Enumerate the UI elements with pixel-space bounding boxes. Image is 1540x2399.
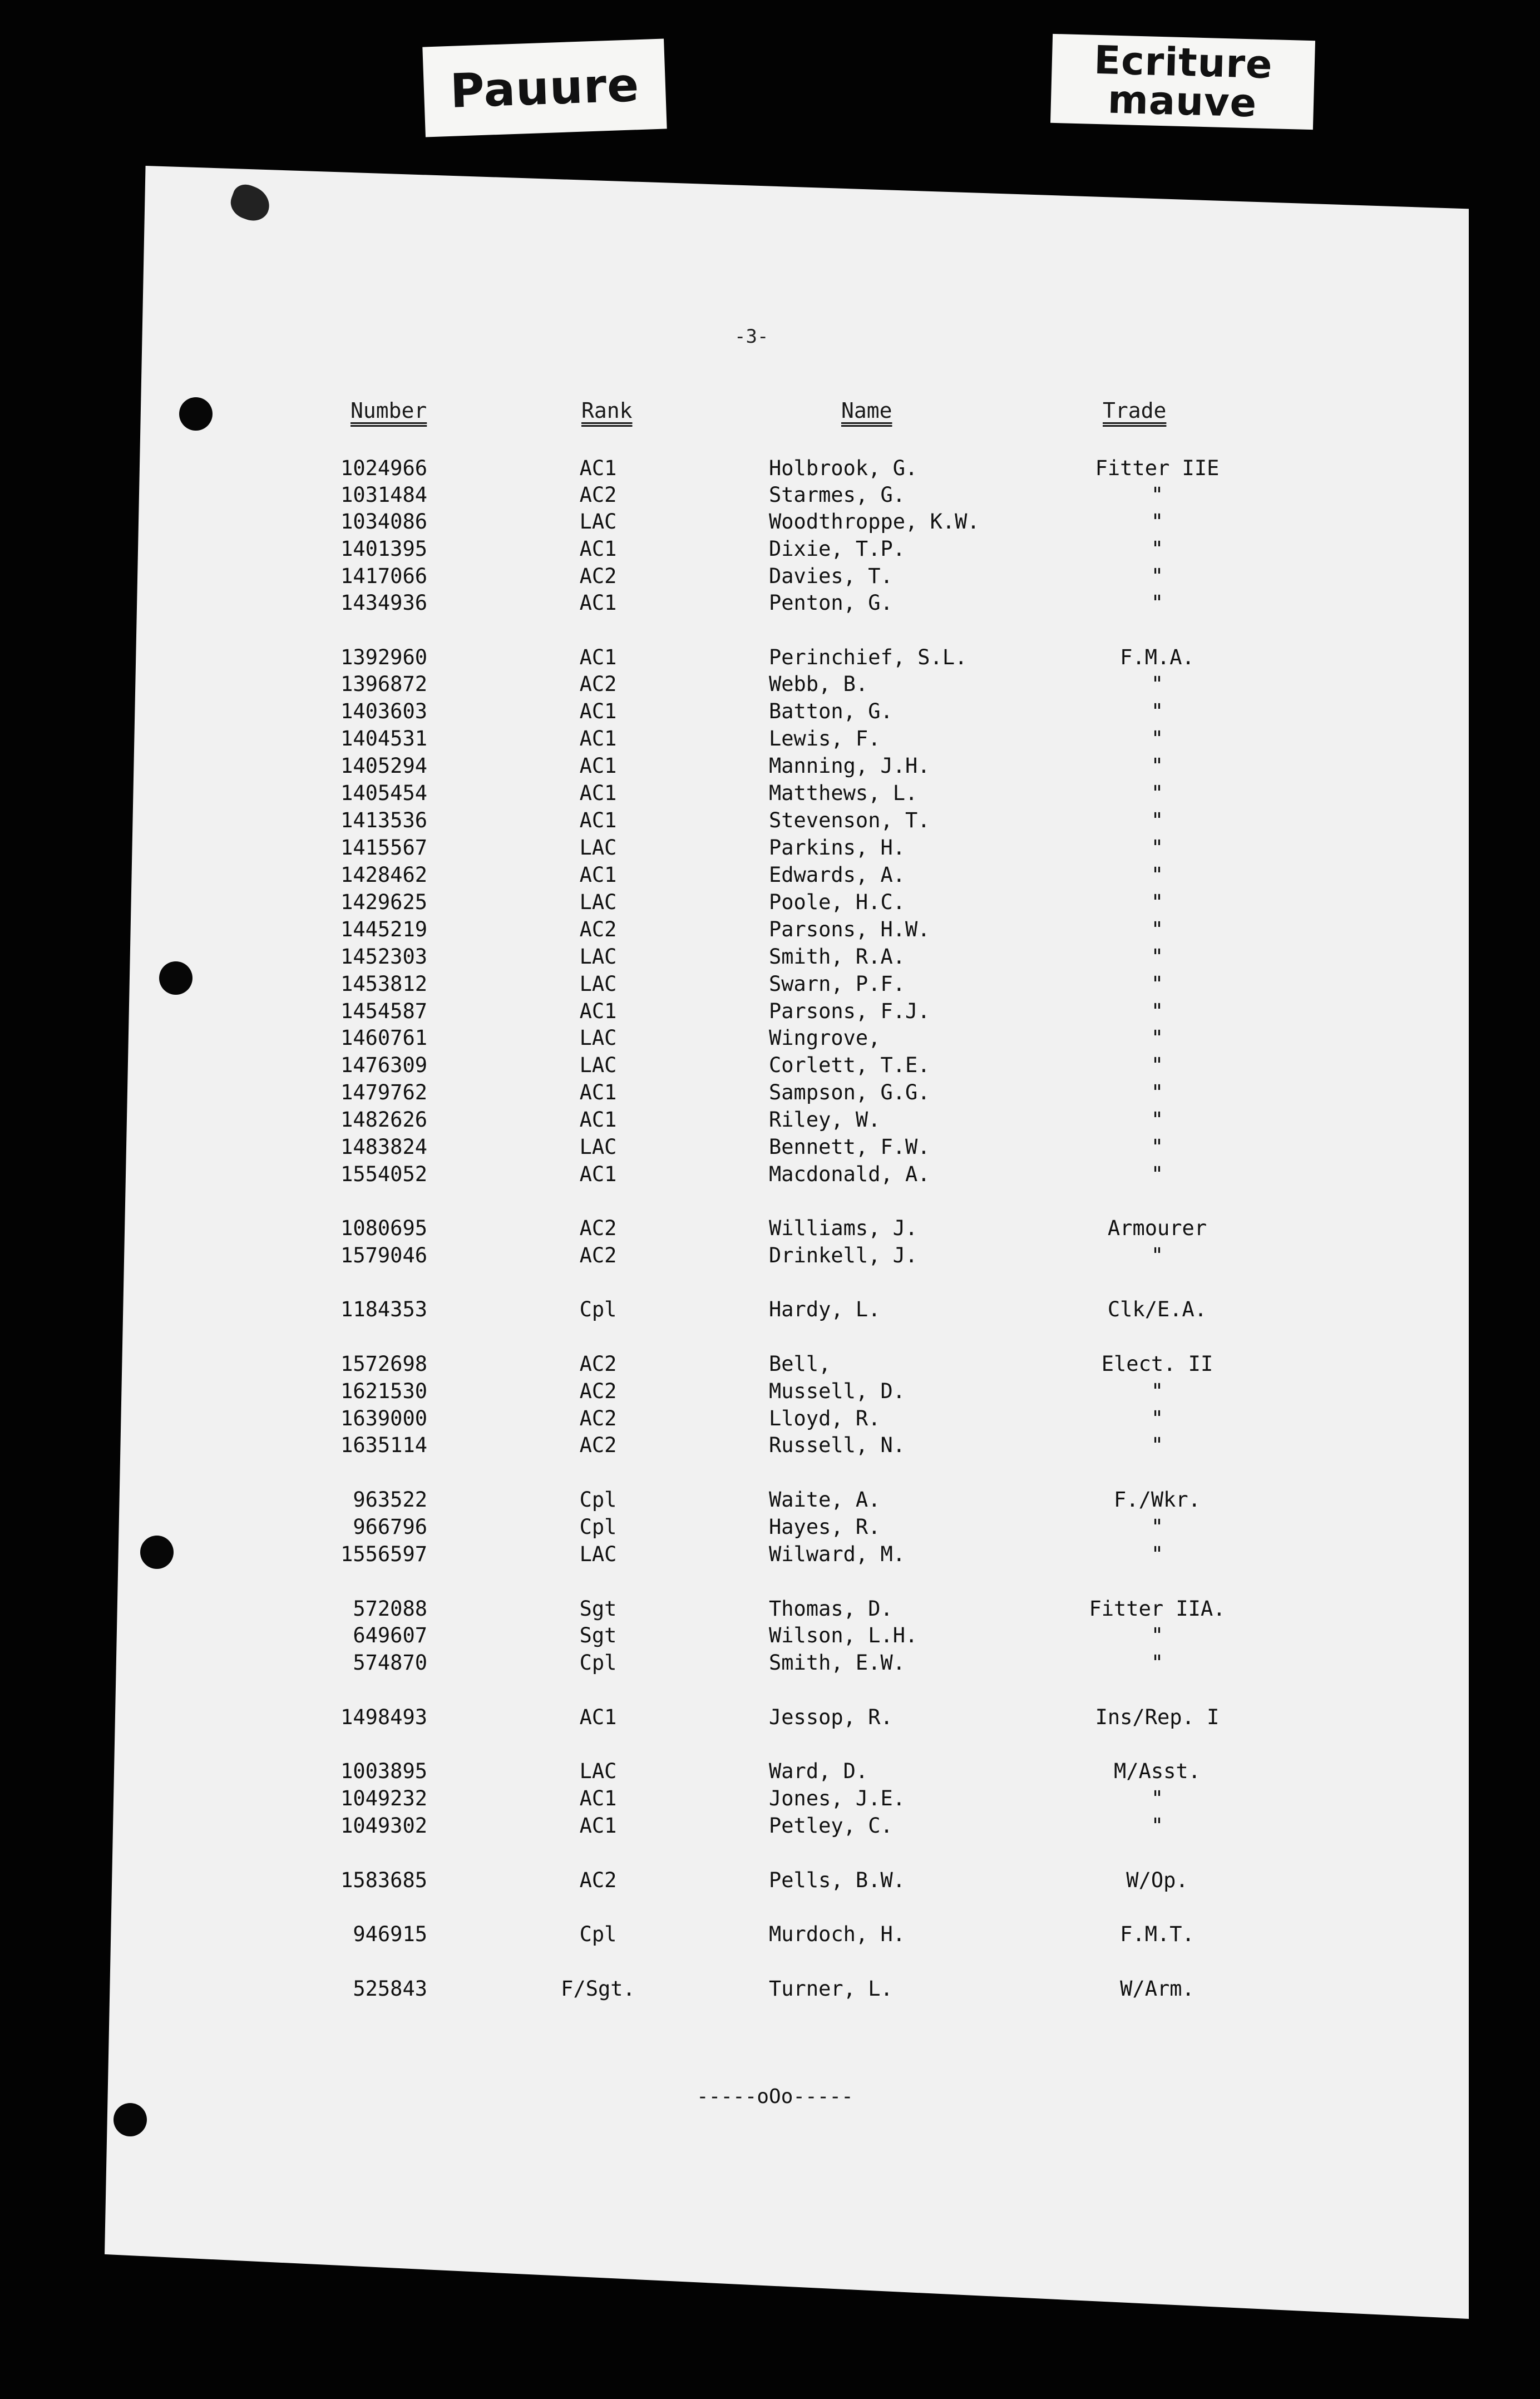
table-row: [0, 1162, 1540, 1189]
rank: LAC: [579, 1053, 617, 1077]
table-row: [0, 1597, 1540, 1623]
rank: AC1: [579, 1080, 617, 1104]
rank: LAC: [579, 1542, 617, 1566]
name: Bennett, F.W.: [769, 1135, 930, 1159]
service-number: 1415567: [340, 836, 427, 860]
service-number: 966796: [353, 1515, 427, 1539]
label-right-line2: mauve: [1107, 76, 1258, 126]
punch-hole-4: [113, 2103, 147, 2136]
table-row: [0, 972, 1540, 999]
service-number: 1460761: [340, 1026, 427, 1050]
trade: ": [1151, 727, 1164, 751]
table-row: [0, 1977, 1540, 2003]
service-number: 1034086: [340, 510, 427, 534]
trade: ": [1151, 1814, 1164, 1838]
name: Hayes, R.: [769, 1515, 881, 1539]
rank: AC1: [579, 1705, 617, 1729]
table-row: [0, 1297, 1540, 1324]
service-number: 1024966: [340, 456, 427, 480]
rank: LAC: [579, 510, 617, 534]
trade: ": [1151, 672, 1164, 696]
rank: AC2: [579, 483, 617, 507]
rank: AC1: [579, 699, 617, 723]
service-number: 1452303: [340, 945, 427, 969]
service-number: 574870: [353, 1651, 427, 1675]
rank: F/Sgt.: [561, 1977, 635, 2001]
header-number: Number: [351, 398, 427, 423]
service-number: 572088: [353, 1597, 427, 1621]
table-row: [0, 645, 1540, 672]
name: Stevenson, T.: [769, 808, 930, 832]
name: Batton, G.: [769, 699, 893, 723]
service-number: 1483824: [340, 1135, 427, 1159]
rank: AC2: [579, 1406, 617, 1430]
table-row: [0, 1379, 1540, 1406]
name: Poole, H.C.: [769, 890, 906, 914]
rank: Cpl: [579, 1297, 617, 1321]
service-number: 1429625: [340, 890, 427, 914]
rank: AC1: [579, 781, 617, 805]
table-row: [0, 1922, 1540, 1949]
name: Wilward, M.: [769, 1542, 906, 1566]
rank: LAC: [579, 890, 617, 914]
service-number: 649607: [353, 1623, 427, 1647]
rank: Sgt: [579, 1623, 617, 1647]
name: Starmes, G.: [769, 483, 906, 507]
trade: Armourer: [1107, 1216, 1207, 1240]
rank: Sgt: [579, 1597, 617, 1621]
name: Turner, L.: [769, 1977, 893, 2001]
table-row: [0, 1135, 1540, 1162]
name: Swarn, P.F.: [769, 972, 906, 996]
service-number: 1482626: [340, 1108, 427, 1132]
table-row: [0, 1352, 1540, 1379]
trade: ": [1151, 890, 1164, 914]
service-number: 1405454: [340, 781, 427, 805]
service-number: 1556597: [340, 1542, 427, 1566]
table-row: [0, 483, 1540, 510]
service-number: 1080695: [340, 1216, 427, 1240]
table-row: [0, 1243, 1540, 1270]
service-number: 1453812: [340, 972, 427, 996]
trade: ": [1151, 1053, 1164, 1077]
trade: W/Arm.: [1120, 1977, 1195, 2001]
table-row: [0, 1651, 1540, 1677]
table-row: [0, 591, 1540, 618]
service-number: 1621530: [340, 1379, 427, 1403]
name: Davies, T.: [769, 564, 893, 588]
trade: ": [1151, 591, 1164, 615]
trade: ": [1151, 972, 1164, 996]
header-name: Name: [841, 398, 892, 423]
name: Parsons, H.W.: [769, 917, 930, 941]
table-row: [0, 1216, 1540, 1243]
punch-hole-1: [179, 397, 213, 431]
table-row: [0, 1542, 1540, 1569]
trade: F.M.T.: [1120, 1922, 1195, 1946]
service-number: 1428462: [340, 863, 427, 887]
name: Wingrove,: [769, 1026, 881, 1050]
rank: AC2: [579, 1216, 617, 1240]
name: Jessop, R.: [769, 1705, 893, 1729]
table-row: [0, 456, 1540, 483]
trade: ": [1151, 1623, 1164, 1647]
name: Smith, R.A.: [769, 945, 906, 969]
table-row: [0, 1053, 1540, 1080]
rank: AC2: [579, 1433, 617, 1457]
trade: ": [1151, 1786, 1164, 1810]
table-row: [0, 945, 1540, 971]
rank: LAC: [579, 1026, 617, 1050]
table-row: [0, 1488, 1540, 1514]
rank: AC1: [579, 727, 617, 751]
name: Waite, A.: [769, 1488, 881, 1512]
table-row: [0, 781, 1540, 808]
name: Penton, G.: [769, 591, 893, 615]
rank: LAC: [579, 836, 617, 860]
service-number: 1417066: [340, 564, 427, 588]
rank: AC2: [579, 1352, 617, 1376]
label-left-text: Pauure: [449, 57, 640, 119]
trade: ": [1151, 1108, 1164, 1132]
service-number: 1405294: [340, 754, 427, 778]
name: Woodthroppe, K.W.: [769, 510, 980, 534]
name: Lloyd, R.: [769, 1406, 881, 1430]
name: Dixie, T.P.: [769, 537, 906, 561]
trade: ": [1151, 1433, 1164, 1457]
trade: ": [1151, 1243, 1164, 1267]
trade: ": [1151, 699, 1164, 723]
trade: ": [1151, 781, 1164, 805]
service-number: 1049302: [340, 1814, 427, 1838]
service-number: 1392960: [340, 645, 427, 669]
rank: AC1: [579, 537, 617, 561]
trade: ": [1151, 808, 1164, 832]
name: Ward, D.: [769, 1759, 868, 1783]
trade: W/Op.: [1126, 1868, 1188, 1892]
trade: ": [1151, 510, 1164, 534]
table-row: [0, 808, 1540, 835]
service-number: 1583685: [340, 1868, 427, 1892]
service-number: 1454587: [340, 999, 427, 1023]
trade: ": [1151, 1379, 1164, 1403]
label-right-line1: Ecriture: [1093, 37, 1274, 88]
trade: ": [1151, 1542, 1164, 1566]
table-row: [0, 836, 1540, 862]
service-number: 1554052: [340, 1162, 427, 1186]
service-number: 1184353: [340, 1297, 427, 1321]
rank: Cpl: [579, 1922, 617, 1946]
footer-divider: -----oOo-----: [697, 2085, 853, 2108]
trade: Elect. II: [1101, 1352, 1213, 1376]
label-right: [1050, 34, 1315, 130]
rank: AC2: [579, 1243, 617, 1267]
trade: ": [1151, 1651, 1164, 1675]
table-row: [0, 1080, 1540, 1107]
name: Macdonald, A.: [769, 1162, 930, 1186]
table-row: [0, 1759, 1540, 1786]
rank: AC1: [579, 645, 617, 669]
table-row: [0, 564, 1540, 591]
rank: AC2: [579, 1379, 617, 1403]
service-number: 1498493: [340, 1705, 427, 1729]
name: Manning, J.H.: [769, 754, 930, 778]
rank: AC1: [579, 754, 617, 778]
rank: AC2: [579, 1868, 617, 1892]
name: Hardy, L.: [769, 1297, 881, 1321]
trade: F./Wkr.: [1114, 1488, 1201, 1512]
table-row: [0, 1623, 1540, 1650]
table-row: [0, 727, 1540, 753]
name: Thomas, D.: [769, 1597, 893, 1621]
service-number: 1049232: [340, 1786, 427, 1810]
service-number: 1413536: [340, 808, 427, 832]
name: Sampson, G.G.: [769, 1080, 930, 1104]
trade: ": [1151, 1406, 1164, 1430]
table-row: [0, 999, 1540, 1026]
trade: ": [1151, 1515, 1164, 1539]
table-row: [0, 1814, 1540, 1840]
header-rank: Rank: [581, 398, 633, 423]
name: Parkins, H.: [769, 836, 906, 860]
rank: AC1: [579, 863, 617, 887]
rank: Cpl: [579, 1651, 617, 1675]
rank: Cpl: [579, 1488, 617, 1512]
service-number: 946915: [353, 1922, 427, 1946]
table-row: [0, 1786, 1540, 1813]
table-row: [0, 699, 1540, 726]
table-row: [0, 1433, 1540, 1460]
rank: LAC: [579, 1759, 617, 1783]
name: Parsons, F.J.: [769, 999, 930, 1023]
rank: AC2: [579, 917, 617, 941]
rank: LAC: [579, 972, 617, 996]
service-number: 1572698: [340, 1352, 427, 1376]
table-row: [0, 1406, 1540, 1433]
rank: AC1: [579, 1786, 617, 1810]
trade: Fitter IIA.: [1089, 1597, 1226, 1621]
name: Wilson, L.H.: [769, 1623, 918, 1647]
rank: AC1: [579, 1814, 617, 1838]
name: Pells, B.W.: [769, 1868, 906, 1892]
name: Smith, E.W.: [769, 1651, 906, 1675]
trade: M/Asst.: [1114, 1759, 1201, 1783]
rank: LAC: [579, 945, 617, 969]
trade: ": [1151, 836, 1164, 860]
trade: ": [1151, 564, 1164, 588]
service-number: 1031484: [340, 483, 427, 507]
table-row: [0, 1868, 1540, 1895]
table-row: [0, 863, 1540, 890]
trade: ": [1151, 483, 1164, 507]
service-number: 1403603: [340, 699, 427, 723]
rank: LAC: [579, 1135, 617, 1159]
page-number: -3-: [734, 325, 769, 348]
trade: ": [1151, 1026, 1164, 1050]
table-row: [0, 890, 1540, 917]
trade: ": [1151, 863, 1164, 887]
name: Mussell, D.: [769, 1379, 906, 1403]
name: Lewis, F.: [769, 727, 881, 751]
trade: ": [1151, 754, 1164, 778]
rank: AC1: [579, 456, 617, 480]
table-row: [0, 1108, 1540, 1134]
rank: AC1: [579, 1108, 617, 1132]
service-number: 1396872: [340, 672, 427, 696]
trade: ": [1151, 1080, 1164, 1104]
service-number: 1003895: [340, 1759, 427, 1783]
name: Drinkell, J.: [769, 1243, 918, 1267]
name: Riley, W.: [769, 1108, 881, 1132]
service-number: 525843: [353, 1977, 427, 2001]
rank: AC1: [579, 999, 617, 1023]
name: Corlett, T.E.: [769, 1053, 930, 1077]
table-row: [0, 754, 1540, 781]
service-number: 1639000: [340, 1406, 427, 1430]
trade: Ins/Rep. I: [1095, 1705, 1220, 1729]
service-number: 1476309: [340, 1053, 427, 1077]
service-number: 1434936: [340, 591, 427, 615]
name: Holbrook, G.: [769, 456, 918, 480]
rank: AC1: [579, 1162, 617, 1186]
name: Edwards, A.: [769, 863, 906, 887]
service-number: 1401395: [340, 537, 427, 561]
name: Russell, N.: [769, 1433, 906, 1457]
service-number: 1635114: [340, 1433, 427, 1457]
trade: ": [1151, 945, 1164, 969]
name: Williams, J.: [769, 1216, 918, 1240]
name: Perinchief, S.L.: [769, 645, 968, 669]
rank: AC2: [579, 564, 617, 588]
rank: AC2: [579, 672, 617, 696]
trade: ": [1151, 537, 1164, 561]
service-number: 1579046: [340, 1243, 427, 1267]
table-row: [0, 672, 1540, 699]
name: Petley, C.: [769, 1814, 893, 1838]
trade: ": [1151, 917, 1164, 941]
table-row: [0, 1515, 1540, 1542]
service-number: 963522: [353, 1488, 427, 1512]
service-number: 1479762: [340, 1080, 427, 1104]
table-row: [0, 537, 1540, 564]
header-trade: Trade: [1103, 398, 1167, 423]
name: Matthews, L.: [769, 781, 918, 805]
name: Murdoch, H.: [769, 1922, 906, 1946]
name: Bell,: [769, 1352, 831, 1376]
trade: Clk/E.A.: [1107, 1297, 1207, 1321]
rank: AC1: [579, 591, 617, 615]
name: Jones, J.E.: [769, 1786, 906, 1810]
trade: ": [1151, 999, 1164, 1023]
rank: AC1: [579, 808, 617, 832]
service-number: 1445219: [340, 917, 427, 941]
rank: Cpl: [579, 1515, 617, 1539]
table-row: [0, 1705, 1540, 1732]
table-row: [0, 1026, 1540, 1053]
table-row: [0, 917, 1540, 944]
name: Webb, B.: [769, 672, 868, 696]
service-number: 1404531: [340, 727, 427, 751]
trade: Fitter IIE: [1095, 456, 1220, 480]
trade: ": [1151, 1135, 1164, 1159]
trade: ": [1151, 1162, 1164, 1186]
trade: F.M.A.: [1120, 645, 1195, 669]
table-row: [0, 510, 1540, 536]
label-left: [422, 38, 667, 137]
